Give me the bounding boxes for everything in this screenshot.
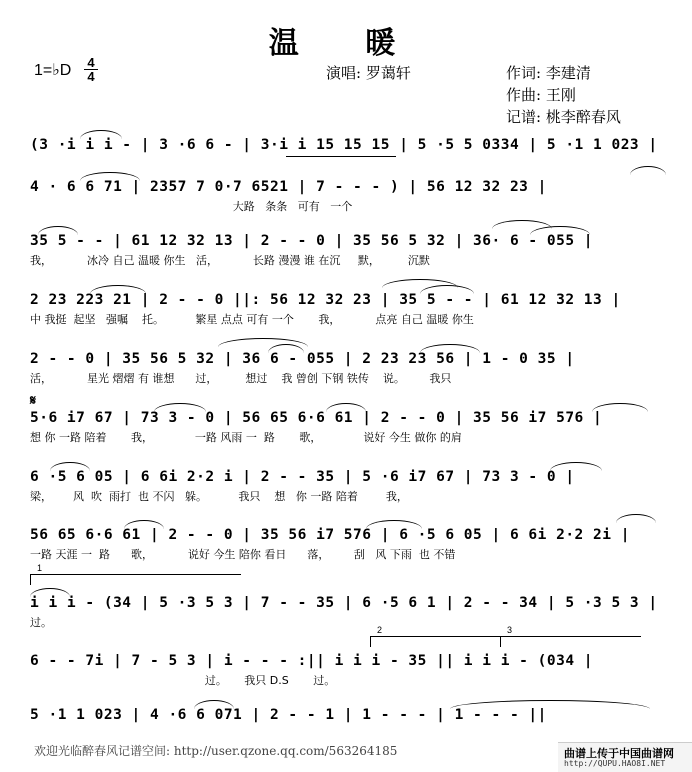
lyric-line: 大路 条条 可有 一个 xyxy=(30,200,353,213)
time-signature xyxy=(84,56,98,83)
lyric-line: 梁， 风 吹 雨打 也 不闪 躲。 我只 想 你 一路 陪着 我， xyxy=(30,490,408,503)
volta-number: 2 xyxy=(377,625,383,635)
lyric-line: 过。 xyxy=(30,616,52,629)
footer-credit: 欢迎光临醉春风记谱空间: http://user.qzone.qq.com/563264185 xyxy=(34,744,398,758)
score-row-7 xyxy=(30,466,666,506)
notation-line: 6 ·5 6 05 | 6 6i 2·2 i | 2 - - 35 | 5 ·6 i7 67 | 73 3 - 0 | xyxy=(30,469,575,485)
time-signature-top: 4 xyxy=(87,55,95,70)
score-row-5 xyxy=(30,348,666,388)
volta-bracket-2 xyxy=(370,625,521,647)
lyric-line: 我， 冰冷 自己 温暖 你生 活， 长路 漫漫 谁 在沉 默， 沉默 xyxy=(30,254,430,267)
score-row-8 xyxy=(30,524,666,564)
stamp-url: http://QUPU.HAO8I.NET xyxy=(564,759,666,768)
lyric-line: 中 我挺 起坚 强嘱 托。 繁星 点点 可有 一个 我， 点亮 自己 温暖 你生 xyxy=(30,313,474,326)
notation-line: 4 · 6 6 71 | 2357 7 0·7 6521 | 7 - - - ) | 56 12 32 23 | xyxy=(30,179,547,195)
key-signature: 1=♭D xyxy=(34,62,72,79)
score-row-2 xyxy=(30,176,666,216)
lyric-line: 想 你 一路 陪着 我， 一路 风雨 一 路 歌， 说好 今生 做你 的肩 xyxy=(30,431,462,444)
transcriber-credit: 记谱: 桃李醉春风 xyxy=(506,108,621,126)
notation-line: 56 65 6·6 61 | 2 - - 0 | 35 56 i7 576 | 6 ·5 6 05 | 6 6i 2·2 2i | xyxy=(30,527,630,543)
notation-line: 2 - - 0 | 35 56 5 32 | 36 6 - 055 | 2 23 23 56 | 1 - 0 35 | xyxy=(30,351,575,367)
score-row-3 xyxy=(30,230,666,270)
notation-line: 35 5 - - | 61 12 32 13 | 2 - - 0 | 35 56 5 32 | 36· 6 - 055 | xyxy=(30,233,594,249)
time-signature-bottom: 4 xyxy=(87,69,95,84)
lyric-line xyxy=(30,156,666,174)
lyric-line: 过。 我只 D.S 过。 xyxy=(30,674,336,687)
lyric-line: 一路 天涯 一 路 歌， 说好 今生 陪你 看日 落， 刮 风 下雨 也 不错 xyxy=(30,548,456,561)
notation-line: 5·6 i7 67 | 73 3 - 0 | 56 65 6·6 61 | 2 - - 0 | 35 56 i7 576 | xyxy=(30,410,603,426)
score-row-4 xyxy=(30,289,666,329)
lyricist-credit: 作词: 李建清 xyxy=(506,64,591,82)
notation-line: 6 - - 7i | 7 - 5 3 | i - - - :|| i i i - 35 || i i i - (034 | xyxy=(30,653,594,669)
volta-number: 3 xyxy=(507,625,513,635)
stamp-title: 曲谱上传于中国曲谱网 xyxy=(564,747,674,760)
score-row-10 xyxy=(30,625,666,690)
segno-sign: 𝄋 xyxy=(30,393,37,409)
score-row-11 xyxy=(30,704,666,744)
score-row-9 xyxy=(30,563,666,632)
score-row-1 xyxy=(30,134,666,174)
composer-credit: 作曲: 王刚 xyxy=(506,86,576,104)
notation-line: i i i - (34 | 5 ·3 5 3 | 7 - - 35 | 6 ·5 6 1 | 2 - - 34 | 5 ·3 5 3 | xyxy=(30,595,658,611)
notation-line: 2 23 223 21 | 2 - - 0 ||: 56 12 32 23 | 35 5 - - | 61 12 32 13 | xyxy=(30,292,621,308)
notation-line: (3 ·i i i - | 3 ·6 6 - | 3·i i 15 15 15 | 5 ·5 5 0334 | 5 ·1 1 023 | xyxy=(30,137,658,153)
notation-line: 5 ·1 1 023 | 4 ·6 6 071 | 2 - - 1 | 1 - - - | 1 - - - || xyxy=(30,707,547,723)
slur xyxy=(616,514,656,523)
volta-bracket-1 xyxy=(30,563,241,585)
singer-credit: 演唱: 罗蔼轩 xyxy=(326,64,411,82)
score-row-6 xyxy=(30,393,666,447)
lyric-line: 活， 星光 熠熠 有 谁想 过， 想过 我 曾创 下钢 铁传 说。 我只 xyxy=(30,372,452,385)
site-stamp xyxy=(558,742,692,772)
volta-bracket-3 xyxy=(500,625,641,647)
volta-number: 1 xyxy=(37,563,43,573)
page-title: 温 暖 xyxy=(268,26,424,61)
